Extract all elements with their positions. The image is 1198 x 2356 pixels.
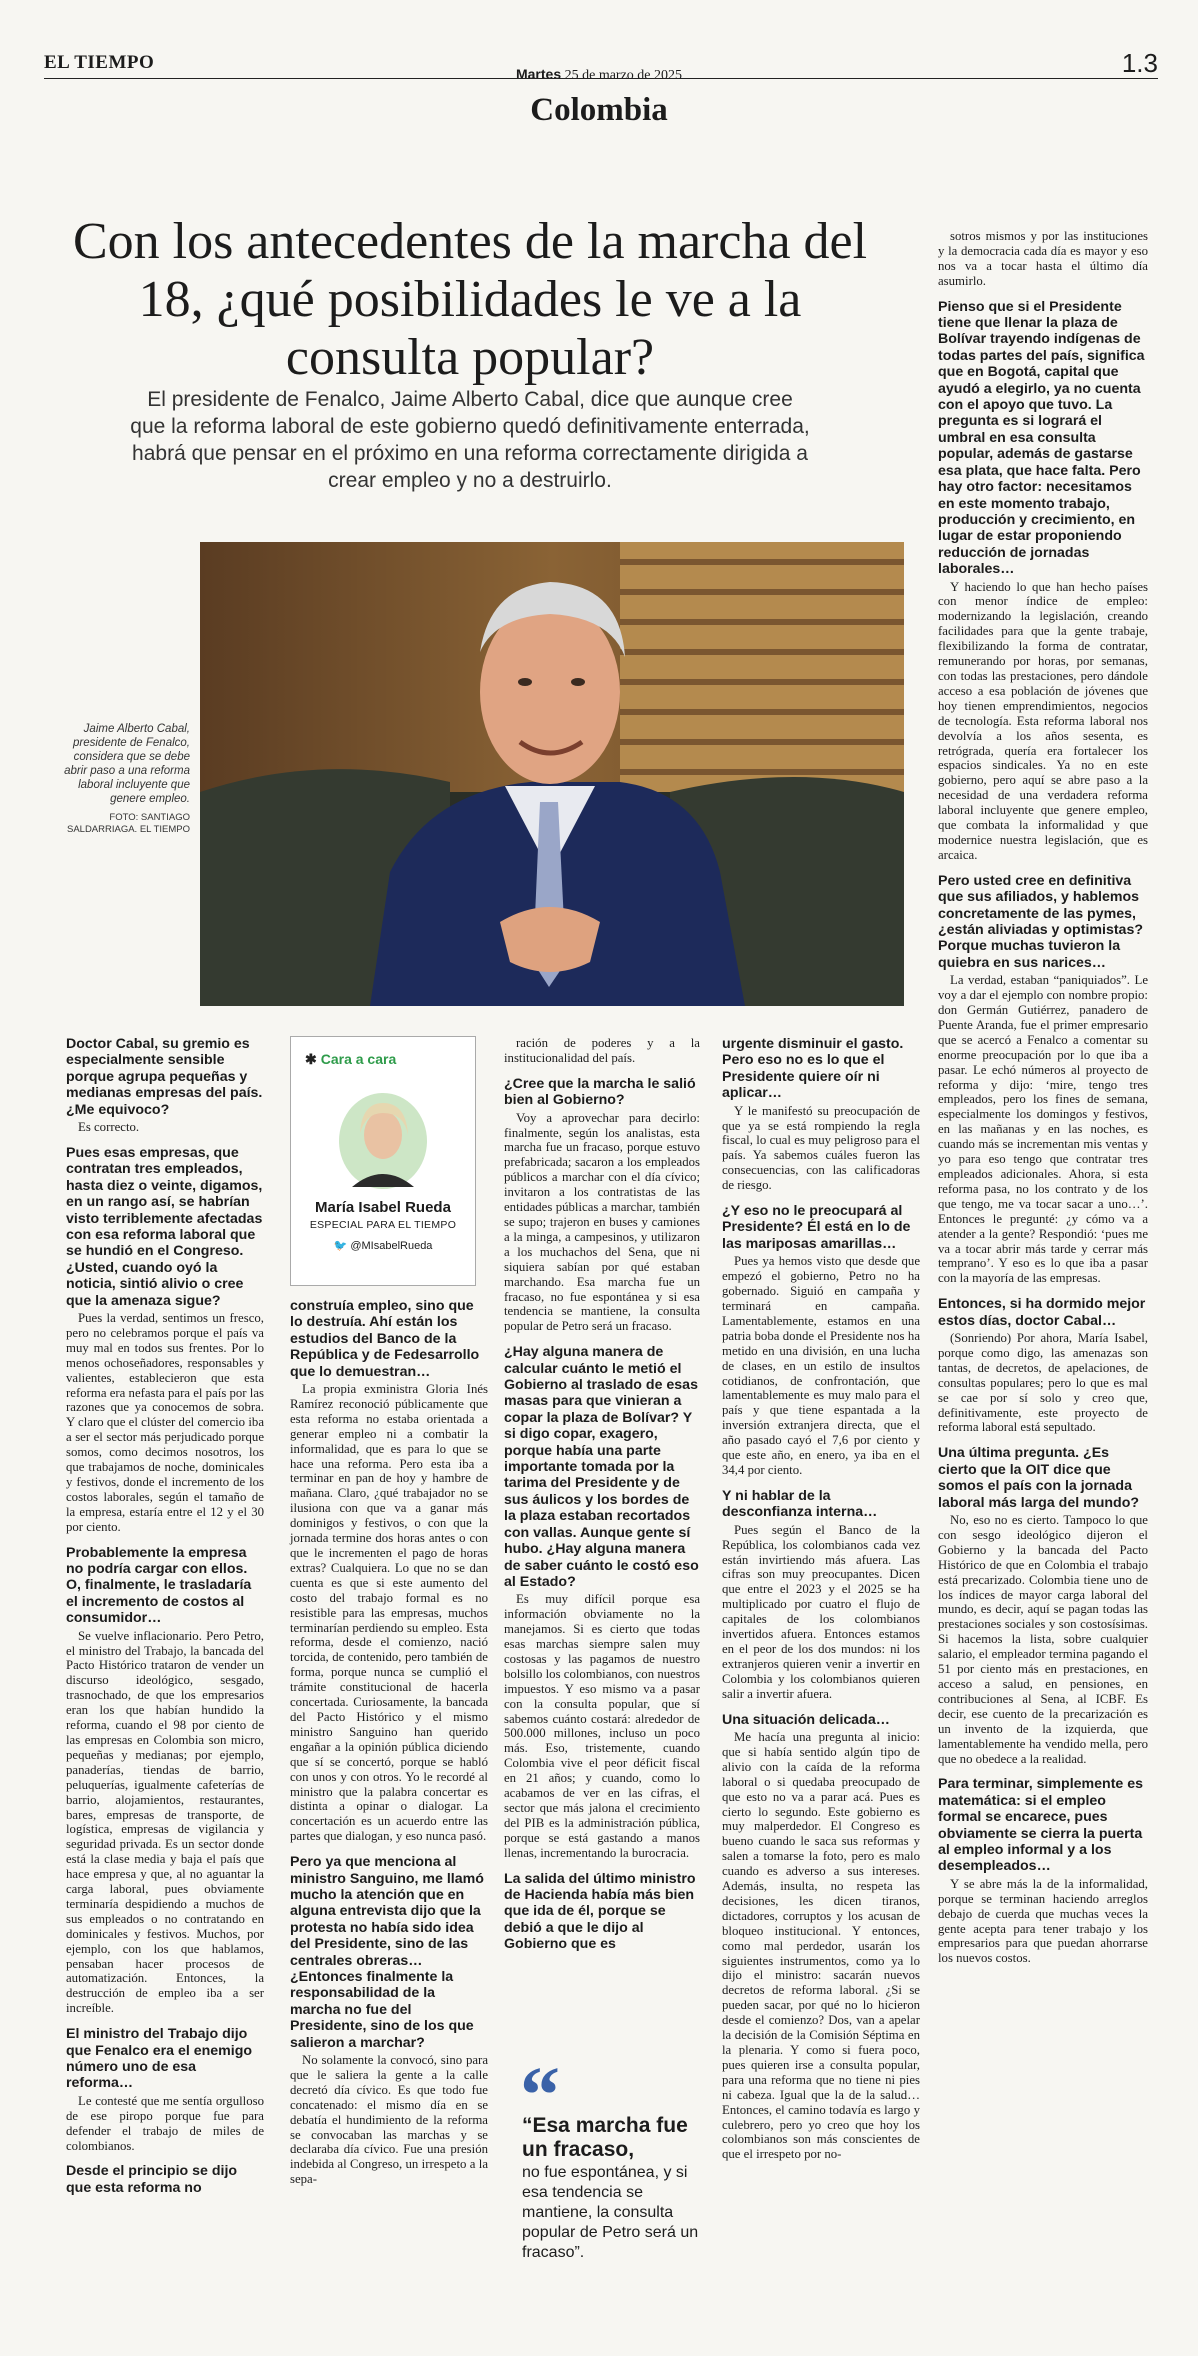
interview-question: El ministro del Trabajo dijo que Fenalco era el enemigo número uno de esa reforma…: [66, 2026, 253, 2092]
interview-answer: Se vuelve inflacionario. Pero Petro, el ministro del Trabajo, la bancada del Pacto Histórico trataron de vender un discurso ideológico, sesgado, trasnochado, de que los empresarios eran los que habían hundido la reforma, cuando el 98 por ciento de las empresas en Colombia son micro, pequeñas y medianas; por ejemplo, panaderías, tiendas de barrio, peluquerías, igualmente cafeterías de barrio, alojamientos, restaurantes, bares, empresas de transporte, de logística, empresas de vigilancia y seguridad privada. Es un sector donde está la clase media y baja el país que hace empresa y que, al no aguantar la carga laboral, pues obviamente terminaría despidiendo a muchos de sus empleados o no contratando en dominicales y festivos. Muchos, por ejemplo, con los que hablamos, pensaban hacer procesos de automatización. Entonces, la destrucción de empleo iba a ser increíble.: [66, 1628, 264, 2016]
interview-question: urgente disminuir el gasto. Pero eso no es lo que el Presidente quiere oír ni aplicar…: [722, 1036, 904, 1102]
interview-answer: Pues ya hemos visto que desde que empezó el gobierno, Petro no ha gobernado. Siguió en campaña y terminará en campaña. Lamentablemente, estamos en una patria boba donde el Presidente nos ha metido en una división, en una lucha de clases, en un estilo de insultos cotidianos, de confrontación, que lamentablemente es muy malo para el país y que tiene espantada a la inversión extranjera directa, que el año pasado cayó el 7,6 por ciento y que este año, en enero, ya iba en el 34,4 por ciento.: [722, 1254, 920, 1477]
star-icon: ✱: [305, 1051, 317, 1067]
section-title: Colombia: [530, 92, 668, 128]
text-column-3: [504, 1036, 700, 1955]
columnist-box: [290, 1036, 476, 1286]
interview-question: Pero usted cree en definitiva que sus afiliados, y hablemos concretamente de las pymes, ¿están aliviadas y optimistas? Porque muchas tuvieron la quiebra en sus narices…: [938, 872, 1144, 971]
interview-answer: Pues la verdad, sentimos un fresco, pero no celebramos porque el país va muy mal en todos sus frentes. Por lo menos ochoseñadores, responsables y valientes, establecieron que esta reforma era nefasta para el país por las razones que ya conocemos de sobra. Y claro que el clúster del comercio iba a ser el sector más perjudicado porque somos, como decimos nosotros, los que trabajamos de noche, dominicales y festivos, donde el incremento de los costos laborales, según el tamaño de la empresa, estaría entre el 12 y el 30 por ciento.: [66, 1311, 264, 1534]
interview-question: ¿Hay alguna manera de calcular cuánto le metió el Gobierno al traslado de esas masas para que vinieran a copar la plaza de Bolívar? Y si digo copar, exagero, porque había una parte importante tomada por la tarima del Presidente y de sus áulicos y los bordes de la plaza estaban recortados con vallas. Aunque gente sí hubo. ¿Hay alguna manera de saber cuánto le costó eso al Estado?: [504, 1344, 699, 1590]
article-photo: [200, 542, 904, 1006]
interview-question: La salida del último ministro de Hacienda había más bien que ida de él, porque se debió a que le dijo al Gobierno que es: [504, 1870, 696, 1953]
dateline: Martes 25 de marzo de 2025: [515, 66, 683, 83]
text-column-4: [722, 1036, 920, 2163]
interview-answer: Y haciendo lo que han hecho países con menor índice de empleo: modernizando la legislación, creando facilidades para que la gente trabaje, flexibilizando la forma de contratar, remunerando por horas, por semanas, con todas las prestaciones, pero dándole acceso a esa población de jóvenes que hoy tienen emprendimientos, negocios de tecnología. Esta reforma laboral nos devolvía a los años sesenta, es retrógrada, quería era fortalecer los espacios sindicales. Ya no en este gobierno, pero aquí se abre paso a la necesidad de una verdadera reforma laboral incluyente que genere empleo, que combata la informalidad y que modernice nuestra legislación, que es arcaica.: [938, 579, 1148, 862]
text-column-1: [66, 1036, 264, 2198]
interview-question: ¿Cree que la marcha le salió bien al Gobierno?: [504, 1075, 696, 1109]
pull-quote-rest: no fue espontánea, y si esa tendencia se mantiene, la consulta popular de Petro será un fracaso”.: [522, 2164, 699, 2261]
text-column-2: [290, 1298, 488, 2188]
interview-answer: La propia exministra Gloria Inés Ramírez reconoció públicamente que esta reforma no estaba orientada a generar empleo ni a combatir la informalidad, que es para lo que se hace una reforma. Pero esta iba a terminar en pan de hoy y hambre de mañana. Claro, ¿qué trabajador no se ilusiona con que va a ganar más dominigos y festivos, o con que la jornada termine dos horas antes o con que le incrementen el pago de horas extras? Cualquiera. Lo que no se dan cuenta es que si este aumento del costo del trabajo formal es no resistible para las empresas, muchos terminarían perdiendo su empleo. Esta reforma, desde el comienzo, nació torcida, de contenido, pero también de forma, porque nunca se cumplió el trámite constitucional de hacerla concertada. Curiosamente, la bancada del Pacto Histórico y el mismo ministro Sanguino han querido engañar a la opinión pública diciendo que sí se concertó, porque se habló con unos y con otros. Yo le recordé al ministro que la palabra concertar es distinta a opinar o dialogar. La concertación es un acuerdo entre las partes que dialogan, y eso nunca pasó.: [290, 1382, 488, 1844]
interview-question: Para terminar, simplemente es matemática: si el empleo formal se encarece, pues obviamente se cierra la puerta al empleo informal y a los desempleados…: [938, 1776, 1144, 1875]
page-number: 1.3: [1121, 48, 1158, 78]
interview-question: Una última pregunta. ¿Es cierto que la OIT dice que somos el país con la jornada laboral más larga del mundo?: [938, 1445, 1140, 1511]
interview-question: Y ni hablar de la desconfianza interna…: [722, 1487, 878, 1521]
interview-answer: Voy a aprovechar para decirlo: finalmente, según los analistas, esta marcha fue un fracaso, porque estuvo prefabricada; sacaron a los empleados públicos a marchar con el día cívico; invitaron a los contratistas de las entidades públicas a marchar, también se supo; trajeron en buses y camiones a la minga, a campesinos, y utilizaron a los muchachos del Sena, que ni siquiera sabían por qué estaban marchando. Esa marcha fue un fracaso, no fue espontánea y si esa tendencia se mantiene, la consulta popular de Petro será un fracaso.: [504, 1110, 700, 1334]
interview-answer: Es muy difícil porque esa información obviamente no la manejamos. Si es cierto que todas esas marchas siempre salen muy costosas y las pagamos de nuestro bolsillo los colombianos, con nuestros impuestos. Y eso mismo va a pasar con la consulta popular, que sí sabemos cuánto costará: alrededor de 500.000 millones, incluso un poco más. Eso, tristemente, cuando Colombia vive el peor déficit fiscal en 21 años; y cuando, como lo acabamos de ver en las cifras, el sector que más jalona el crecimiento del PIB es la administración pública, porque se está gastando a manos llenas, incrementando la burocracia.: [504, 1592, 700, 1860]
interview-answer: Me hacía una pregunta al inicio: que si había sentido algún tipo de alivio con la caída de la reforma laboral o si quedaba preocupado de que esto no va a parar acá. Pues es cierto lo segundo. Este gobierno es muy malperdedor. El Congreso es bueno cuando le saca sus reformas y salen a tomarse la foto, pero es malo cuando es adverso a sus intereses. Además, insulta, no respeta las decisiones, les dicen tiranos, dictadores, corruptos y los acusan de bloqueo institucional. Y entonces, como mal perdedor, usarán los siguientes instrumentos, como ya lo dijo el ministro: sacarán nuevos decretos de reforma laboral. ¿Si se pueden sacar, por qué no lo hicieron desde el comienzo? Dos, van a apelar la decisión de la Comisión Séptima en la plenaria. Y como si fuera poco, pues quieren irse a consulta popular, para una reforma que no tiene ni pies ni cabeza. Igual que la de la salud… Entonces, el camino todavía es largo y culebrero, pero yo creo que hoy los colombianos son más conscientes de que el irrespeto por no-: [722, 1729, 920, 2162]
interview-answer: Le contesté que me sentía orgulloso de ese piropo porque fue para defender el trabajo de miles de colombianos.: [66, 2093, 264, 2153]
interview-question: Pienso que si el Presidente tiene que llenar la plaza de Bolívar trayendo indígenas de todas partes del país, significa que en Bogotá, capital que ayudó a elegirlo, ya no cuenta con el apoyo que tuvo. La pregunta es si logrará el umbral en esa consulta popular, además de gastarse esa plata, que hace falta. Pero hay otro factor: necesitamos en este momento trabajo, producción y crecimiento, en lugar de estar proponiendo reducción de jornadas laborales…: [938, 298, 1145, 578]
interview-answer: sotros mismos y por las instituciones y la democracia cada día es mayor y eso nos va a tocar hasta el último día asumirlo.: [938, 229, 1148, 288]
interview-question: Probablemente la empresa no podría cargar con ellos. O, finalmente, le trasladaría el incremento de costos al consumidor…: [66, 1544, 252, 1627]
pull-quote-lead: “Esa marcha fue un fracaso,: [522, 2114, 688, 2161]
interview-question: ¿Y eso no le preocupará al Presidente? Él está en lo de las mariposas amarillas…: [722, 1203, 911, 1252]
interview-question: Pero ya que menciona al ministro Sanguino, me llamó mucho la atención que en alguna entrevista dijo que la protesta no había sido idea del Presidente, sino de las centrales obreras… ¿Entonces finalmente la responsabilidad de la marcha no fue del Presidente, sino de los que salieron a marchar?: [290, 1854, 484, 2051]
columnist-twitter[interactable]: 🐦 @MIsabelRueda: [333, 1240, 433, 1252]
interview-question: Doctor Cabal, su gremio es especialmente sensible porque agrupa pequeñas y medianas empresas del país. ¿Me equivoco?: [66, 1036, 263, 1118]
interview-question: Una situación delicada…: [722, 1711, 890, 1728]
interview-answer: Y se abre más la de la informalidad, porque se terminan haciendo arreglos debajo de cuerda que muchas veces la gente acepta para tener trabajo y los empresarios para que puedan ahorrarse los nuevos costos.: [938, 1876, 1148, 1966]
text-column-5: [938, 229, 1148, 1967]
article-dek: El presidente de Fenalco, Jaime Alberto Cabal, dice que aunque cree que la reforma laboral de este gobierno quedó definitivamente enterrada, habrá que pensar en el próximo en una reforma correctamente dirigida a crear empleo y no a destruirlo.: [130, 388, 810, 492]
interview-answer: Es correcto.: [78, 1120, 140, 1135]
interview-answer: ración de poderes y a la institucionalidad del país.: [504, 1036, 700, 1065]
article-headline: Con los antecedentes de la marcha del 18, ¿qué posibilidades le ve a la consulta popular?: [72, 212, 868, 386]
interview-answer: No, eso no es cierto. Tampoco lo que con sesgo ideológico dijeron el Gobierno y la bancada del Pacto Histórico de que en Colombia el trabajo está precarizado. Colombia tiene uno de los índices de mayor carga laboral del mundo, es decir, aquí se pagan todas las prestaciones sociales y son costosísimas. Si hacemos la lista, sobre cualquier salario, el empleador termina pagando el 51 por ciento más en prestaciones, en acceso a salud, en pensiones, en contribuciones al Sena, al ICBF. Es decir, ese cuento de la precarización es un invento de la izquierda, que lamentablemente ha vendido mella, pero que no obedece a la realidad.: [938, 1513, 1148, 1766]
interview-answer: No solamente la convocó, sino para que le saliera la gente a la calle decretó día cívico. Es que todo fue concatenado: el mismo día en se debatía el hundimiento de la reforma se convocaban las marchas y se declaraba día cívico. Fue una presión indebida al Congreso, un irrespeto a la sepa-: [290, 2053, 488, 2187]
photo-illustration: [200, 542, 904, 1006]
columnist-role: ESPECIAL PARA EL TIEMPO: [309, 1219, 457, 1231]
newspaper-logo: EL TIEMPO: [44, 52, 155, 73]
interview-answer: (Sonriendo) Por ahora, María Isabel, porque como digo, las amenazas son tantas, de decretos, de apelaciones, de consultas populares; pero lo que es mal se cae por sí solo y creo que, definitivamente, este proyecto de reforma laboral está sepultado.: [938, 1331, 1148, 1435]
columnist-box-label: ✱ Cara a cara: [305, 1051, 397, 1067]
interview-answer: La verdad, estaban “paniquiados”. Le voy a dar el ejemplo con nombre propio: don Germán Gutiérrez, panadero de Puente Aranda, fue el primer empresario que se acercó a Fenalco a comentar su enorme preocupación por lo que iba a pasar. Le echó números al proyecto de reforma y dijo: ‘mire, tengo tres empleados, pero los fines de semana, especialmente los domingos y festivos, en las mañanas y en las noches, es cuando más se incrementan mis ventas y yo para eso tengo que contratar tres empleados adicionales. Ahora, si esta reforma pasa, no los contrato y de los que tengo, me va tocar sacar a uno…’. Entonces le pregunté: ¿y cómo va a atender a la gente? Respondió: ‘pues me va a tocar abrir más tarde y cerrar más temprano’. Y eso es lo que iba a pasar con la mayoría de las empresas.: [938, 973, 1148, 1286]
interview-question: Pues esas empresas, que contratan tres empleados, hasta diez o veinte, digamos, en un rango así, se habrían visto terriblemente afectadas con esa reforma laboral que se hundió en el Congreso. ¿Usted, cuando oyó la noticia, sintió alivio o cree que la amenaza sigue?: [66, 1144, 263, 1309]
photo-credit: FOTO: SANTIAGO SALDARRIAGA. EL TIEMPO: [66, 812, 190, 835]
interview-question: Desde el principio se dijo que esta reforma no: [66, 2163, 238, 2196]
quote-mark-icon: “: [520, 2052, 560, 2140]
interview-answer: Y le manifestó su preocupación de que ya se está rompiendo la regla fiscal, lo cual es muy peligroso para el país. Ya sabemos cuáles fueron las consecuencias, con las calificadoras de riesgo.: [722, 1103, 920, 1193]
columnist-name: María Isabel Rueda: [315, 1199, 451, 1216]
photo-caption: Jaime Alberto Cabal, presidente de Fenalco, considera que se debe abrir paso a una reforma laboral incluyente que genere empleo.: [64, 723, 190, 805]
columnist-portrait: [338, 1083, 428, 1191]
twitter-bird-icon: 🐦: [333, 1240, 348, 1252]
interview-question: construía empleo, sino que lo destruía. Ahí están los estudios del Banco de la República y de Fedesarrollo que lo demuestran…: [290, 1298, 480, 1380]
interview-answer: Pues según el Banco de la República, los colombianos cada vez están invirtiendo más afuera. Las cifras son muy preocupantes. Dicen que entre el 2023 y el 2025 se ha multiplicado por cuatro el flujo de capitales de los colombianos invertidos afuera. Entonces estamos en el peor de los dos mundos: ni los extranjeros quieren venir a invertir en Colombia y los colombianos quieren salir a invertir afuera.: [722, 1522, 920, 1701]
interview-question: Entonces, si ha dormido mejor estos días, doctor Cabal…: [938, 1296, 1146, 1329]
header-rule: [44, 78, 1158, 79]
